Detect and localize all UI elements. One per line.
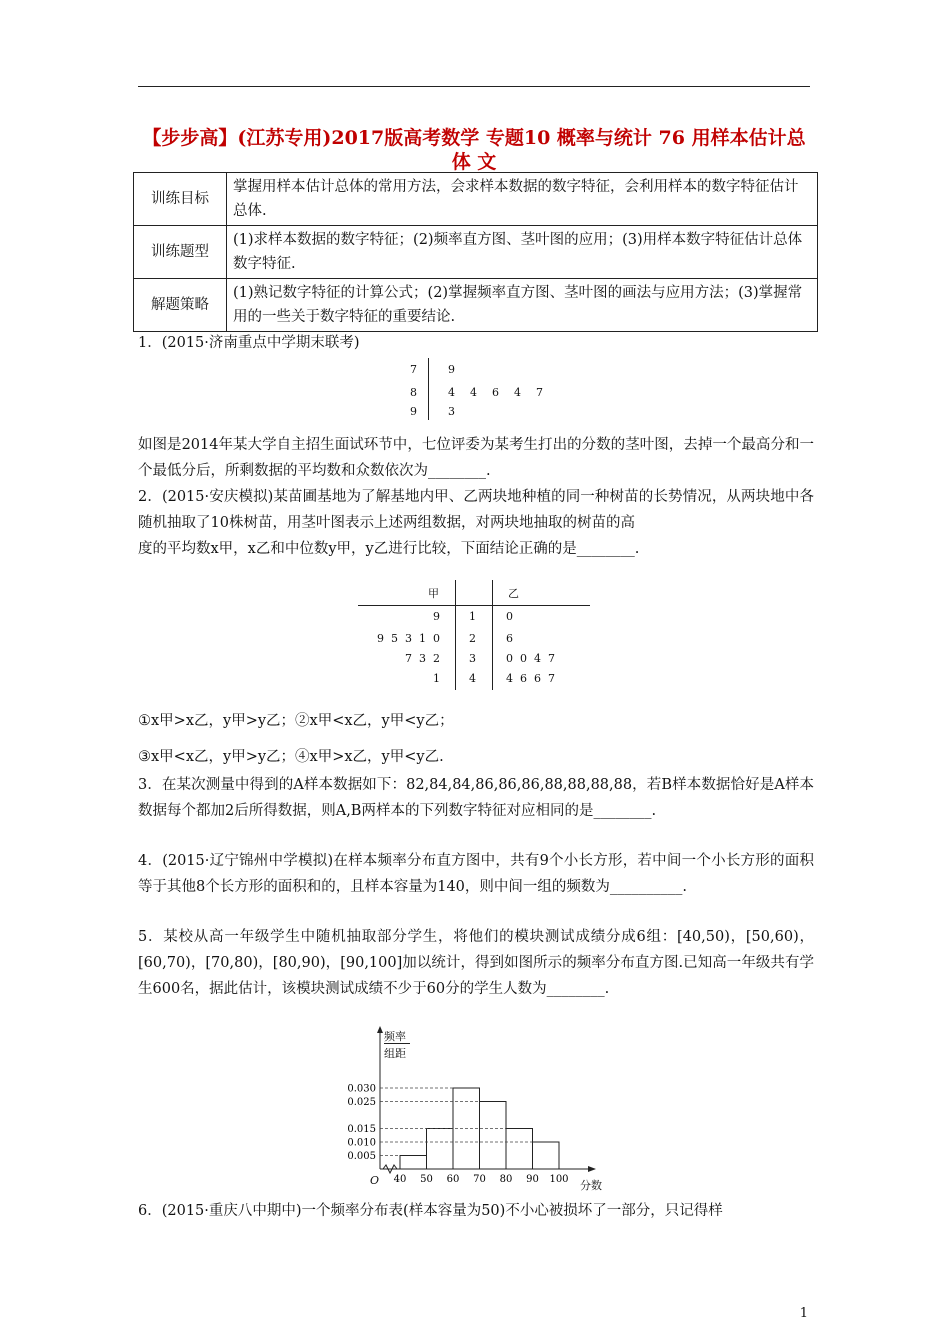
stem: 9 bbox=[410, 405, 417, 418]
y-tick-label: 0.005 bbox=[347, 1151, 376, 1162]
right-leaves: 0 bbox=[506, 610, 513, 623]
q1-text: 如图是2014年某大学自主招生面试环节中，七位评委为某考生打出的分数的茎叶图，去掉一个最高分和一个最低分后，所剩数据的平均数和众数依次为________. bbox=[138, 437, 814, 479]
stem-divider-right bbox=[492, 580, 493, 690]
x-tick-label: 60 bbox=[446, 1174, 460, 1185]
x-axis-label: 分数 bbox=[580, 1179, 602, 1192]
q4-text: 4．(2015·辽宁锦州中学模拟)在样本频率分布直方图中，共有9个小长方形，若中间一个小长方形的面积等于其他8个长方形的面积和的，且样本容量为140，则中间一组的频数为__________. bbox=[138, 853, 814, 895]
y-label-top: 频率 bbox=[384, 1030, 406, 1043]
q3-text: 3．在某次测量中得到的A样本数据如下：82,84,84,86,86,86,88,88,88,88，若B样本数据恰好是A样本数据每个都加2后所得数据，则A,B两样本的下列数字特征对应相同的是________. bbox=[138, 777, 814, 819]
y-tick-label: 0.010 bbox=[347, 1137, 376, 1149]
page-title: 【步步高】(江苏专用)2017版高考数学 专题10 概率与统计 76 用样本估计总体 文 bbox=[142, 127, 806, 173]
leaves: 3 bbox=[448, 405, 455, 418]
left-leaves: 7 3 2 bbox=[405, 652, 440, 665]
left-leaves: 1 bbox=[433, 672, 440, 685]
histogram-bar bbox=[427, 1129, 454, 1170]
stem: 7 bbox=[410, 363, 417, 376]
histogram-bar bbox=[480, 1102, 507, 1170]
q2-options-1: ①x甲>x乙，y甲>y乙；②x甲<x乙，y甲<y乙； bbox=[138, 713, 454, 729]
header-rule bbox=[138, 86, 810, 87]
q5-text: 5．某校从高一年级学生中随机抽取部分学生，将他们的模块测试成绩分成6组：[40,50)，[50,60)，[60,70)，[70,80)，[80,90)，[90,100]加以统计，得到如图所示的频率分布直方图.已知高一年级共有学生600名，据此估计，该模块测试成绩不少于60分的学生人数为________. bbox=[138, 929, 814, 997]
stem: 8 bbox=[410, 386, 417, 399]
stem: 2 bbox=[469, 632, 476, 645]
histogram-bar bbox=[533, 1142, 560, 1169]
header-jia: 甲 bbox=[428, 587, 439, 600]
x-tick-label: 100 bbox=[549, 1174, 569, 1185]
goal-value: 掌握用样本估计总体的常用方法，会求样本数据的数字特征，会利用样本的数字特征估计总体. bbox=[227, 173, 818, 226]
fraction-bar bbox=[384, 1043, 410, 1044]
y-tick-label: 0.030 bbox=[347, 1083, 376, 1095]
header-yi: 乙 bbox=[508, 587, 519, 600]
y-label-bottom: 组距 bbox=[384, 1047, 406, 1060]
right-leaves: 4 6 6 7 bbox=[506, 672, 555, 685]
q6-text: 6．(2015·重庆八中期中)一个频率分布表(样本容量为50)不小心被损坏了一部分，只记得样 bbox=[138, 1203, 723, 1219]
left-leaves: 9 5 3 1 0 bbox=[377, 632, 440, 645]
x-axis-arrow bbox=[588, 1166, 596, 1172]
leaves: 4 4 6 4 7 bbox=[448, 386, 543, 399]
goal-key: 训练题型 bbox=[134, 226, 227, 279]
y-axis-arrow bbox=[377, 1026, 383, 1033]
histogram-bar bbox=[506, 1129, 533, 1170]
q2-options-2: ③x甲<x乙，y甲>y乙；④x甲>x乙，y甲<y乙. bbox=[138, 749, 444, 765]
y-tick-label: 0.015 bbox=[347, 1124, 376, 1135]
table-row bbox=[134, 279, 818, 332]
goal-value: (1)求样本数据的数字特征；(2)频率直方图、茎叶图的应用；(3)用样本数字特征估计总体数字特征. bbox=[227, 226, 818, 279]
goal-key: 解题策略 bbox=[134, 279, 227, 332]
y-tick-label: 0.025 bbox=[347, 1097, 376, 1108]
stem: 1 bbox=[469, 610, 476, 623]
x-tick-label: 90 bbox=[526, 1174, 539, 1185]
stem: 4 bbox=[469, 672, 476, 685]
x-tick-label: 80 bbox=[499, 1174, 513, 1185]
x-tick-label: 50 bbox=[420, 1174, 433, 1185]
origin-label: O bbox=[370, 1174, 380, 1187]
table-row bbox=[134, 173, 818, 226]
q2-text: 2．(2015·安庆模拟)某苗圃基地为了解基地内甲、乙两块地种植的同一种树苗的长势情况，从两块地中各随机抽取了10株树苗，用茎叶图表示上述两组数据，对两块地抽取的树苗的高 bbox=[138, 489, 814, 531]
stem-divider-left bbox=[455, 580, 456, 690]
stem-header-rule bbox=[358, 605, 590, 606]
x-tick-label: 40 bbox=[393, 1174, 407, 1185]
stem-divider bbox=[428, 358, 429, 420]
x-tick-label: 70 bbox=[473, 1174, 486, 1185]
right-leaves: 0 0 4 7 bbox=[506, 652, 555, 665]
table-row bbox=[134, 226, 818, 279]
right-leaves: 6 bbox=[506, 632, 513, 645]
goals-table bbox=[133, 172, 818, 332]
histogram-chart bbox=[320, 1024, 620, 1194]
q1-heading: 1．(2015·济南重点中学期末联考) bbox=[138, 335, 360, 351]
page-number: 1 bbox=[799, 1306, 808, 1321]
histogram-bar bbox=[400, 1156, 427, 1170]
stem: 3 bbox=[469, 652, 476, 665]
goal-value: (1)熟记数字特征的计算公式；(2)掌握频率直方图、茎叶图的画法与应用方法；(3)掌握常用的一些关于数字特征的重要结论. bbox=[227, 279, 818, 332]
leaves: 9 bbox=[448, 363, 455, 376]
left-leaves: 9 bbox=[433, 610, 440, 623]
q2-text-2: 度的平均数x甲，x乙和中位数y甲，y乙进行比较，下面结论正确的是________. bbox=[138, 541, 640, 557]
goal-key: 训练目标 bbox=[134, 173, 227, 226]
